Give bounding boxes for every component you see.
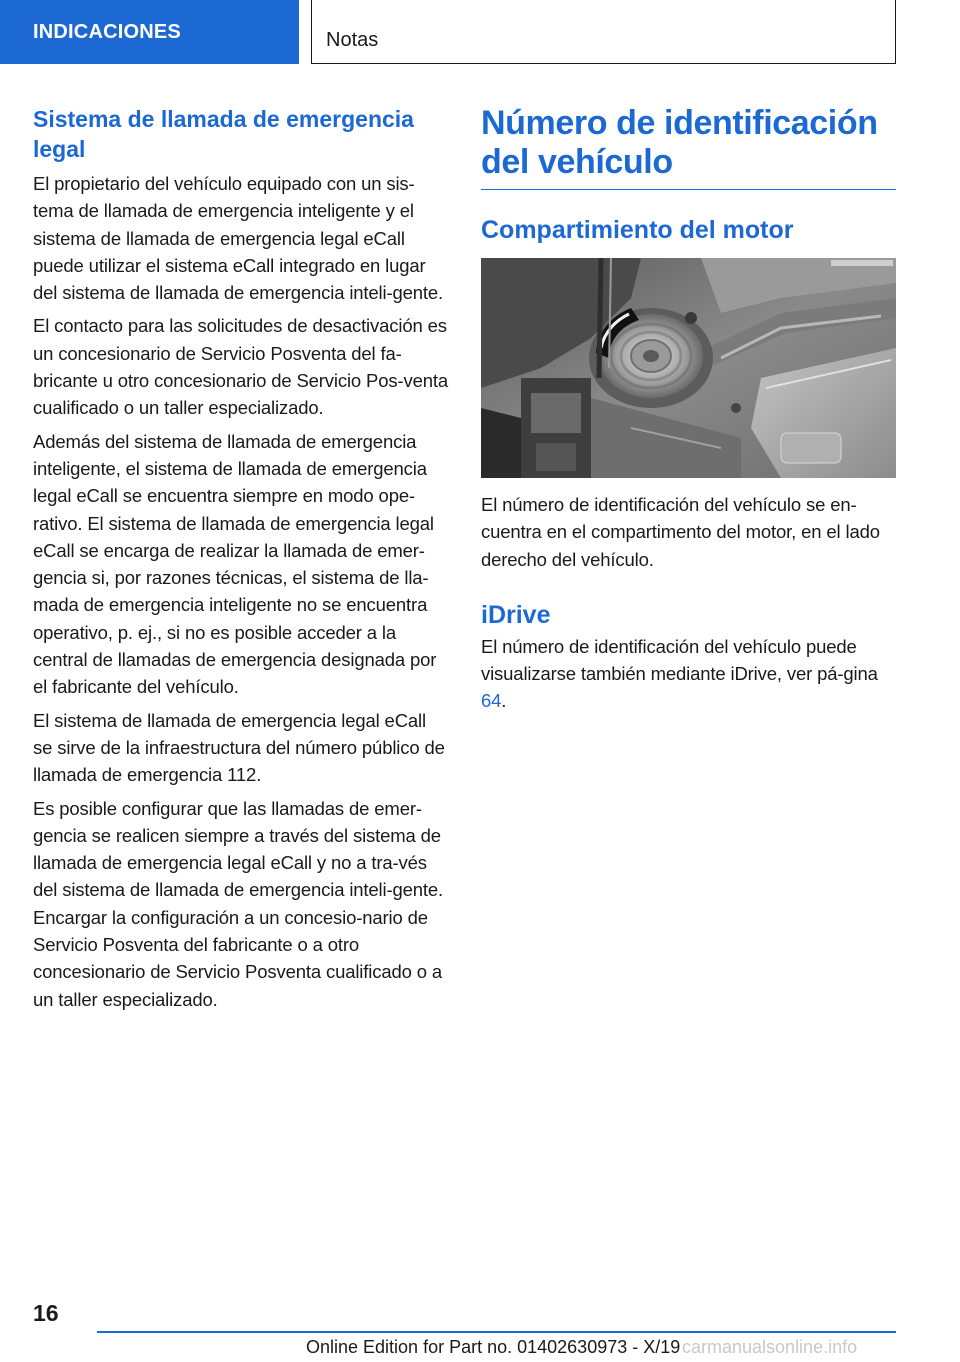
idrive-text-body: El número de identificación del vehículo puede visualizarse también mediante iDrive, ver pá-gina [481, 635, 878, 685]
paragraph-ecall-owner: El propietario del vehículo equipado con un sis-tema de llamada de emergencia inteligente y el sistema de llamada de emergencia legal eCall puede utilizar el sistema eCall integrado en lugar del sistema de llamada de emergencia inteli-gente. [33, 173, 444, 304]
paragraph-configuration: Es posible configurar que las llamadas de emer-gencia se realicen siempre a través del sistema de llamada de emergencia legal eCall y no a tra-vés del sistema de llamada de emergencia inteli-gente. Encargar la configuración a un concesio-nario de Servicio Posventa del fabricante o a otro concesionario de Servicio Posventa cualificado o a un taller especializado. [33, 797, 444, 1010]
idrive-heading: iDrive [481, 600, 551, 629]
engine-compartment-text: El número de identificación del vehículo se en-cuentra en el compartimento del motor, en el lado derecho del vehículo. [481, 494, 880, 570]
vin-title: Número de identificación del vehículo [481, 104, 896, 190]
right-column [481, 104, 896, 721]
idrive-text [481, 633, 896, 715]
section-tab: INDICACIONES [0, 0, 299, 64]
emergency-call-heading: Sistema de llamada de emergencia legal [33, 106, 414, 162]
left-column [33, 104, 449, 1019]
engine-compartment-photo [481, 258, 896, 478]
paragraph-ecall-operation: Además del sistema de llamada de emergencia inteligente, el sistema de llamada de emergencia legal eCall se encuentra siempre en modo ope-rativo. El sistema de llamada de emergencia legal eCall se encarga de realizar la llamada de emer-gencia si, por razones técnicas, el sistema de lla-mada de emergencia inteligente no se encuentra operativo, p. ej., si no es posible acceder a la central de llamadas de emergencia designada por el fabricante del vehículo. [33, 430, 437, 698]
paragraph-emergency-number: El sistema de llamada de emergencia legal eCall se sirve de la infraestructura del número público de llamada de emergencia 112. [33, 709, 445, 786]
footer-divider [97, 1331, 896, 1333]
page-reference-link[interactable]: 64 [481, 690, 502, 712]
engine-compartment-heading: Compartimiento del motor [481, 216, 794, 244]
page-number: 16 [33, 1300, 59, 1326]
idrive-text-end: . [501, 690, 507, 712]
paragraph-deactivation-contact: El contacto para las solicitudes de desactivación es un concesionario de Servicio Posventa del fa-bricante u otro concesionario de Servicio Pos-venta cualificado o un taller especializado. [33, 315, 448, 419]
edition-footer: Online Edition for Part no. 01402630973 - X/19 [306, 1337, 681, 1357]
subsection-tab: Notas [311, 0, 896, 64]
watermark: carmanualsonline.info [682, 1337, 858, 1357]
